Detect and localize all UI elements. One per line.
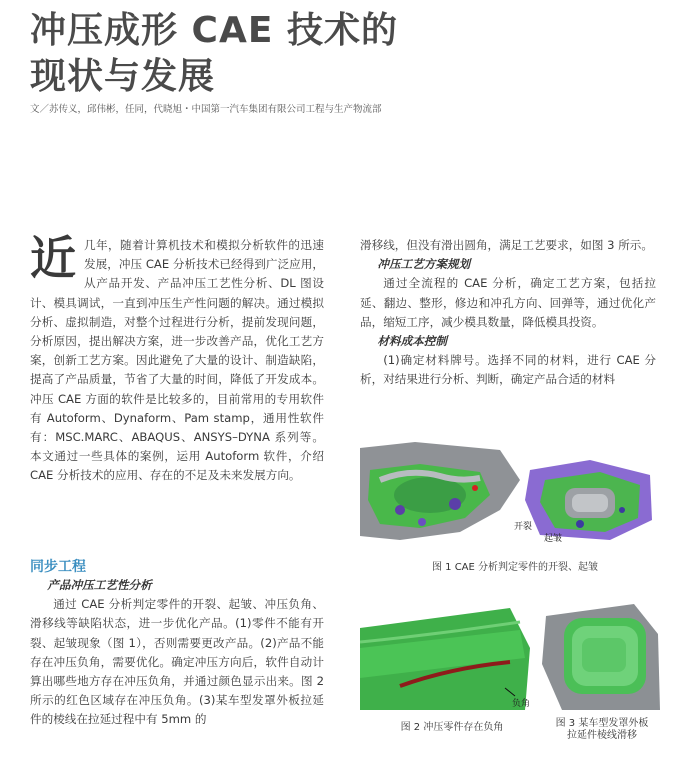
figure-2-caption: 图 2 冲压零件存在负角 (400, 722, 504, 733)
figure-3-image (542, 604, 660, 710)
column-2-text (360, 236, 656, 390)
paragraph-process-analysis: 通过 CAE 分析判定零件的开裂、起皱、冲压负角、滑移线等缺陷状态，进一步优化产品。(1)零件不能有开裂、起皱现象（图 1），否则需要更改产品。(2)产品不能存在冲压负角，需要优化。确定冲压方向后，软件自动计算出哪些地方存在冲压负角，并通过颜色显示出来。图 2 所示的红色区域存在冲压负角。(3)某车型发罩外板拉延件的棱线在拉延过程中有 5mm 的 (30, 597, 324, 727)
intro-text (30, 231, 324, 486)
title-line-2: 现状与发展 (30, 56, 216, 97)
figure-1-image (360, 440, 660, 548)
subheading-material-cost: 材料成本控制 (377, 334, 447, 349)
title-line-1: 冲压成形 CAE 技术的 (30, 10, 398, 51)
intro-paragraph: 几年，随着计算机技术和模拟分析软件的迅速发展，冲压 CAE 分析技术已经得到广泛应用，从产品开发、产品冲压工艺性分析、DL 图设计、模具调试，一直到冲压生产性问题的解决。通过模拟分析、虚拟制造，对整个过程进行分析，提前发现问题，分析原因，提出解决方案，进一步改善产品，优化工艺方案，创新工艺方案。因此避免了大量的设计、制造缺陷，提高了产品质量，节省了大量的时间，降低了开发成本。冲压 CAE 方面的软件是比较多的，目前常用的专用软件有 Autoform、Dynaform、Pam stamp，通用性软件有：MSC.MARC、ABAQUS、ANSYS–DYNA 系列等。本文通过一些具体的案例，运用 Autoform 软件，介绍 CAE 分析技术的应用、存在的不足及未来发展方向。 (30, 238, 324, 483)
figure-1-caption: 图 1 CAE 分析判定零件的开裂、起皱 (431, 562, 599, 573)
fig1-label-crack: 开裂 (514, 522, 533, 532)
paragraph-process-planning: 通过全流程的 CAE 分析，确定工艺方案，包括拉延、翻边、整形，修边和冲孔方向、回弹等，通过优化产品，缩短工序，减少模具数量，降低模具投资。 (360, 276, 656, 329)
continued-paragraph: 滑移线，但没有滑出圆角，满足工艺要求，如图 3 所示。 (360, 238, 653, 252)
figure-3-caption-line-2: 拉延件棱线滑移 (567, 730, 637, 741)
drop-cap: 近 (30, 231, 76, 285)
figure-3-caption-line-1: 图 3 某车型发罩外板 (555, 718, 649, 729)
section1-text (30, 576, 324, 730)
fig2-label-negative-angle: 负角 (512, 699, 531, 709)
figure-2-image (360, 608, 530, 710)
section-heading-sync-engineering: 同步工程 (30, 559, 86, 575)
figure-3-caption (542, 718, 662, 742)
author-line: 文／苏传义，邱伟彬，任同，代晓旭・中国第一汽车集团有限公司工程与生产物流部 (30, 104, 382, 115)
fig1-label-wrinkle: 起皱 (544, 534, 563, 544)
subheading-process-analysis: 产品冲压工艺性分析 (47, 578, 152, 592)
paragraph-material-cost: (1)确定材料牌号。选择不同的材料，进行 CAE 分析，对结果进行分析、判断，确定产品合适的材料 (360, 353, 656, 387)
article-title (30, 8, 398, 100)
subheading-process-planning: 冲压工艺方案规划 (377, 257, 471, 272)
